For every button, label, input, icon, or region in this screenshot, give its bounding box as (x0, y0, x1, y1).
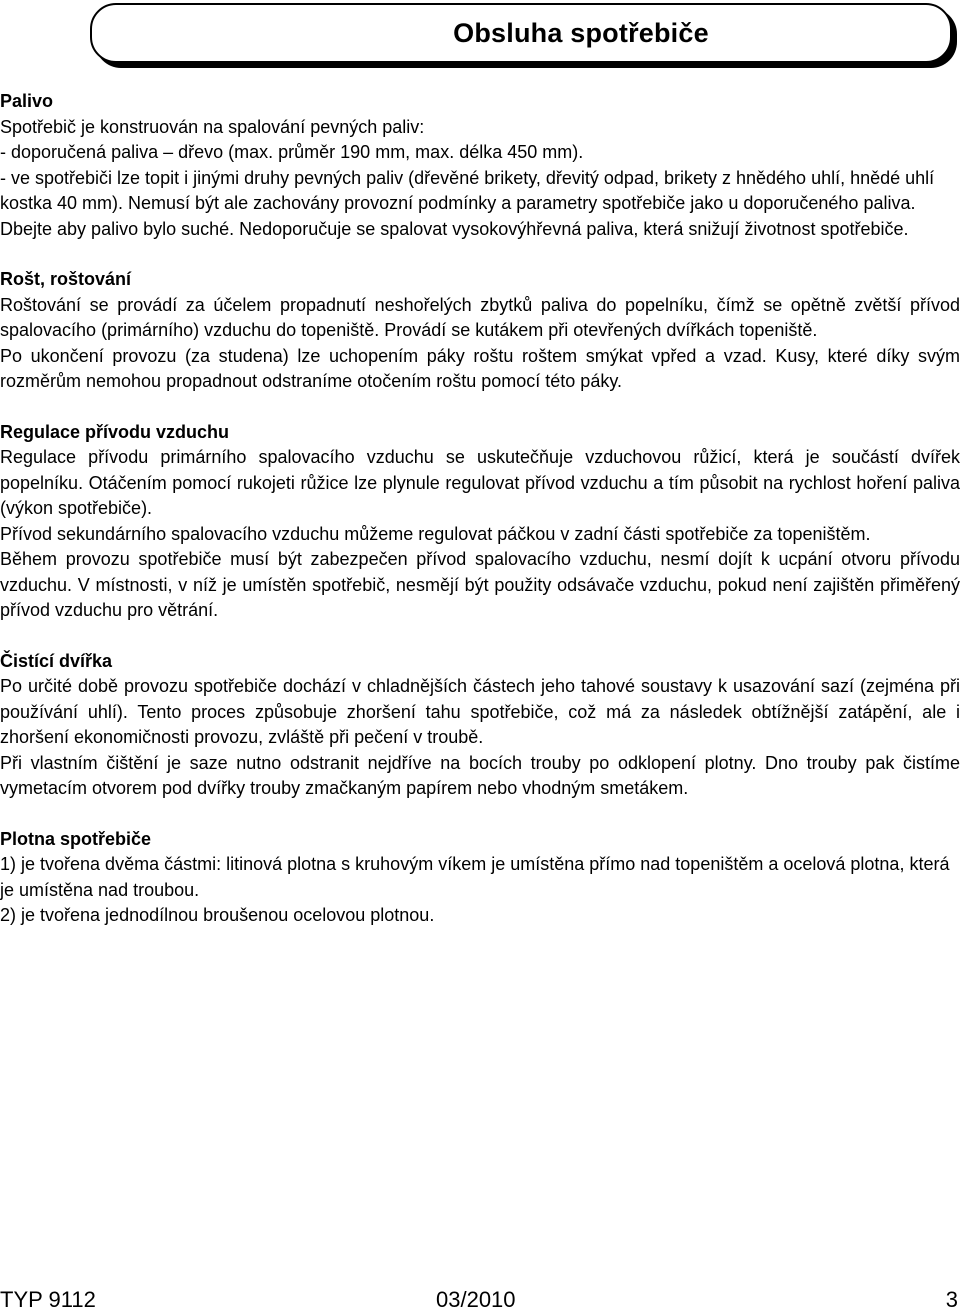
paragraph: Spotřebič je konstruován na spalování pevných paliv: (0, 116, 425, 137)
paragraph: Roštování se provádí za účelem propadnutí neshořelých zbytků paliva do popelníku, čímž se opětně zvětší přívod spalovacího (primárního) vzduchu do topeniště. Provádí se kutákem při otevřených dvířkách topeniště. (0, 294, 960, 340)
paragraph: Při vlastním čištění je saze nutno odstranit nejdříve na bocích trouby po odklopení plotny. Dno trouby pak čistíme vymetacím otvorem pod dvířky trouby zmačkaným papírem nebo vhodným smetákem. (0, 752, 960, 798)
paragraph: Po ukončení provozu (za studena) lze uchopením páky roštu roštem smýkat vpřed a vzad. Kusy, které díky svým rozměrům nemohou propadnout odstraníme otočením roštu pomocí této páky. (0, 345, 960, 391)
paragraph: - doporučená paliva – dřevo (max. průměr 190 mm, max. délka 450 mm). (0, 142, 584, 162)
section-heading: Palivo (0, 91, 54, 111)
section-regulace (0, 420, 960, 624)
page-footer (0, 1288, 960, 1312)
section-heading: Plotna spotřebiče (0, 828, 152, 849)
paragraph: Přívod sekundárního spalovacího vzduchu můžeme regulovat páčkou v zadní části spotřebiče za topeništěm. (0, 523, 871, 544)
section-cistici-dvirka (0, 649, 960, 802)
section-heading: Čistící dvířka (0, 650, 113, 671)
paragraph: Dbejte aby palivo bylo suché. Nedoporučuje se spalovat vysokovýhřevná paliva, která snižují životnost spotřebiče. (0, 218, 909, 239)
paragraph: Během provozu spotřebiče musí být zabezpečen přívod spalovacího vzduchu, nesmí dojít k ucpání otvoru přívodu vzduchu. V místnosti, v níž je umístěn spotřebič, nesmějí být použity odsávače vzduchu, pokud není zajištěn přiměřený přívod vzduchu pro větrání. (0, 549, 960, 620)
section-heading: Regulace přívodu vzduchu (0, 421, 230, 442)
section-palivo (0, 89, 960, 242)
section-rost (0, 267, 960, 395)
paragraph: 2) je tvořena jednodílnou broušenou ocelovou plotnou. (0, 905, 435, 925)
page-title: Obsluha spotřebiče (453, 17, 709, 48)
paragraph: - ve spotřebiči lze topit i jinými druhy pevných paliv (dřevěné brikety, dřevitý odpad, brikety z hnědého uhlí, hnědé uhlí kostka 40 mm). Nemusí být ale zachovány provozní podmínky a parametry spotřebiče jako u doporučeného paliva. (0, 167, 935, 213)
section-plotna (0, 827, 960, 929)
paragraph: Po určité době provozu spotřebiče dochází v chladnějších částech jeho tahové soustavy k usazování sazí (zejména při používání uhlí). Tento proces způsobuje zhoršení tahu spotřebiče, což má za následek obtížnější zatápění, ale i zhoršení ekonomičnosti provozu, zvláště při pečení v troubě. (0, 676, 960, 747)
footer-date: 03/2010 (436, 1287, 516, 1312)
paragraph: 1) je tvořena dvěma částmi: litinová plotna s kruhovým víkem je umístěna přímo nad topeništěm a ocelová plotna, která je umístěna nad troubou. (0, 854, 950, 900)
section-heading: Rošt, roštování (0, 269, 132, 289)
footer-model: TYP 9112 (0, 1287, 96, 1312)
document-body (0, 89, 960, 954)
title-box (90, 3, 952, 63)
paragraph: Regulace přívodu primárního spalovacího vzduchu se uskutečňuje vzduchovou růžicí, která je součástí dvířek popelníku. Otáčením pomocí rukojeti růžice lze plynule regulovat přívod vzduchu a tím působit na rychlost hoření paliva (výkon spotřebiče). (0, 447, 960, 518)
page-number: 3 (945, 1287, 958, 1312)
